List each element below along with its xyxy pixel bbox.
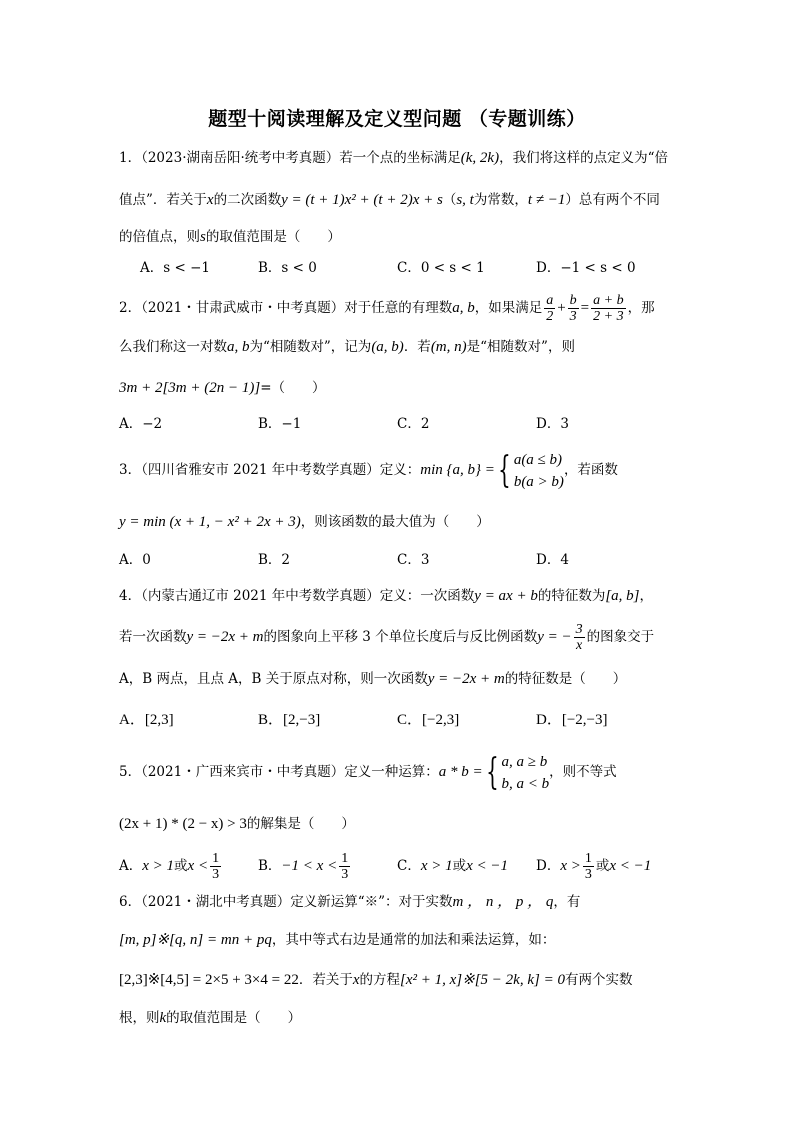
q3-case-2: b(a > b) (513, 473, 564, 490)
q1-text: 值点”．若关于 (119, 192, 207, 208)
q1-text: （ (442, 192, 457, 208)
q4-feature-number: [a, b] (605, 588, 640, 604)
q2-expression: 3m + 2[3m + (2n − 1)] (119, 380, 261, 396)
q2-text: 么我们称这一对数 (119, 339, 227, 355)
q6-text: 有两个实数 (564, 972, 633, 988)
left-brace-icon: { (498, 449, 511, 491)
q6-vars: m ， n ， p ， q (452, 894, 554, 910)
left-brace-icon: { (485, 751, 499, 793)
q2-text: ，那 (627, 300, 655, 316)
q1-text: ，我们将这样的点定义为“倍 (499, 150, 668, 166)
q6-text: ，其中等式右边是通常的加法和乘法运算，如： (271, 932, 556, 948)
q4-text: 若一次函数 (119, 629, 187, 645)
q6-equation: [x² + 1, x]※[5 − 2k, k] = 0 (400, 972, 565, 988)
q1-line2 (119, 190, 660, 210)
q4-linear-function: y = −2x + m (186, 629, 264, 645)
q2-fraction-b: $\frac{b}{3}$ (569, 293, 577, 324)
q4-text: 的图象交于 (586, 629, 655, 645)
q4-line3 (119, 669, 626, 689)
q2-text: ，如果满足 (474, 300, 543, 316)
q2-line1 (119, 290, 655, 326)
q2-plus: + (557, 300, 566, 316)
page-title: 题型十阅读理解及定义型问题 （专题训练） (208, 108, 586, 130)
q5-option-d: D．x > $\frac{1}{3}$ 或x < −1 (536, 851, 652, 882)
q3-function: y = min (x + 1, − x² + 2x + 3) (119, 514, 301, 530)
q3-line2 (119, 512, 490, 532)
q5-inequality: (2x + 1) * (2 − x) > 3 (119, 816, 247, 832)
q1-function: y = (t + 1)x² + (t + 2)x + s (281, 192, 443, 208)
q5-fraction: $\frac{1}{3}$ (212, 851, 220, 882)
q5-line2 (119, 814, 355, 834)
q6-text: ，有 (553, 894, 581, 910)
q5-case-2: b, a < b (501, 775, 550, 792)
q4-inverse-function: y = − (537, 629, 572, 645)
q5-cases (501, 751, 549, 795)
q1-option-d: D．−1 < s < 0 (536, 260, 636, 276)
q5-option-b: B．−1 < x < $\frac{1}{3}$ (258, 851, 349, 882)
q3-cases (514, 449, 564, 493)
q2-vars: a, b (452, 300, 475, 316)
q1-text: 的倍值点，则 (119, 229, 200, 245)
q6-definition: [m, p]※[q, n] = mn + pq (119, 932, 272, 948)
q5-text: 5．（2021・广西来宾市・中考真题）定义一种运算： (119, 764, 439, 780)
q2-text: 为“相随数对”，记为 (249, 339, 372, 355)
q3-option-a: A．0 (119, 552, 151, 568)
q2-option-d: D．3 (536, 416, 569, 432)
q6-line1 (119, 892, 580, 912)
q1-option-c: C．0 < s < 1 (397, 260, 485, 276)
q4-text: 的特征数为 (537, 588, 606, 604)
q2-text: =（ ） (260, 380, 326, 396)
q4-text: 的特征数是（ ） (504, 671, 627, 687)
q1-condition: t ≠ −1 (527, 192, 566, 208)
q4-linear-function: y = ax + b (474, 588, 538, 604)
q6-text: 的取值范围是（ ） (166, 1010, 302, 1026)
q5-fraction: $\frac{1}{3}$ (341, 851, 349, 882)
q4-line1 (119, 586, 653, 606)
q2-pair: (a, b) (371, 339, 404, 355)
q2-option-b: B．−1 (258, 416, 302, 432)
q4-linear-function: y = −2x + m (427, 671, 505, 687)
q2-option-c: C．2 (397, 416, 430, 432)
q2-option-a: A．−2 (119, 416, 163, 432)
q1-option-a: A．s < −1 (140, 260, 210, 276)
q4-text: 的图象向上平移 3 个单位长度后与反比例函数 (263, 629, 538, 645)
q4-option-d: D．[−2,−3] (536, 712, 608, 728)
q4-option-c: C．[−2,3] (397, 712, 460, 728)
q5-line1 (119, 748, 617, 796)
q4-option-b: B．[2,−3] (258, 712, 321, 728)
q1-text: 1．（2023·湖南岳阳·统考中考真题）若一个点的坐标满足 (119, 150, 461, 166)
q2-fraction-sum: $\frac{a + b}{2 + 3}$ (593, 293, 624, 324)
q2-line2 (119, 337, 575, 357)
q5-option-c: C．x > 1或x < −1 (397, 858, 509, 874)
q4-option-a: A．[2,3] (119, 712, 174, 728)
q4-text: 4．（内蒙古通辽市 2021 年中考数学真题）定义：一次函数 (119, 588, 475, 604)
q5-text: ，则不等式 (549, 764, 617, 780)
q6-var: x (352, 972, 360, 988)
q6-text: 6．（2021・湖北中考真题）定义新运算“※”：对于实数 (119, 894, 453, 910)
q1-text: 的二次函数 (213, 192, 282, 208)
q2-line3 (119, 378, 326, 398)
q3-option-b: B．2 (258, 552, 291, 568)
q1-option-b: B．s < 0 (258, 260, 317, 276)
q6-text: 的方程 (359, 972, 401, 988)
q2-fraction-a: $\frac{a}{2}$ (546, 293, 554, 324)
q6-line2 (119, 930, 555, 950)
q5-fraction: $\frac{1}{3}$ (584, 851, 592, 882)
q2-vars: a, b (227, 339, 250, 355)
q5-case-1: a, a ≥ b (501, 753, 548, 770)
q1-line3 (119, 227, 341, 247)
q3-option-d: D．4 (536, 552, 569, 568)
q1-line1 (119, 148, 668, 168)
q4-text: A，B 两点，且点 A，B 关于原点对称，则一次函数 (119, 671, 428, 687)
q6-line4 (119, 1008, 301, 1028)
q6-text: ．若关于 (298, 972, 353, 988)
q3-line1 (119, 446, 618, 494)
q3-text: ，若函数 (563, 462, 618, 478)
q2-text: ．若 (403, 339, 431, 355)
q3-text: 3．（四川省雅安市 2021 年中考数学真题）定义： (119, 462, 421, 478)
q3-case-1: a(a ≤ b) (513, 451, 563, 468)
q2-equals: = (580, 300, 590, 316)
q5-operation: a * b = (438, 764, 483, 780)
q2-text: 2．（2021・甘肃武威市・中考真题）对于任意的有理数 (119, 300, 453, 316)
q2-text: 是“相随数对”，则 (466, 339, 575, 355)
q3-min-def: min {a, b} = (420, 462, 495, 478)
q4-text: ， (639, 588, 654, 604)
q1-var: x (206, 192, 214, 208)
q5-option-a: A．x > 1或x < $\frac{1}{3}$ (119, 851, 220, 882)
q6-example: [2,3]※[4,5] = 2×5 + 3×4 = 22 (119, 972, 299, 988)
q1-vars: s, t (456, 192, 474, 208)
q2-pair-mn: (m, n) (430, 339, 467, 355)
q1-text: ）总有两个不同 (565, 192, 660, 208)
q1-text: 为常数， (473, 192, 528, 208)
q1-var: s (200, 229, 206, 245)
q6-line3 (119, 970, 632, 990)
q3-option-c: C．3 (397, 552, 430, 568)
q6-var: k (159, 1010, 167, 1026)
q4-line2 (119, 620, 654, 654)
q1-text: 的取值范围是（ ） (205, 229, 341, 245)
q5-text: 的解集是（ ） (246, 816, 355, 832)
q1-point: (k, 2k) (460, 150, 500, 166)
q4-fraction: $\frac{3}{x}$ (575, 622, 583, 653)
q3-text: ，则该函数的最大值为（ ） (300, 514, 490, 530)
q6-text: 根，则 (119, 1010, 160, 1026)
